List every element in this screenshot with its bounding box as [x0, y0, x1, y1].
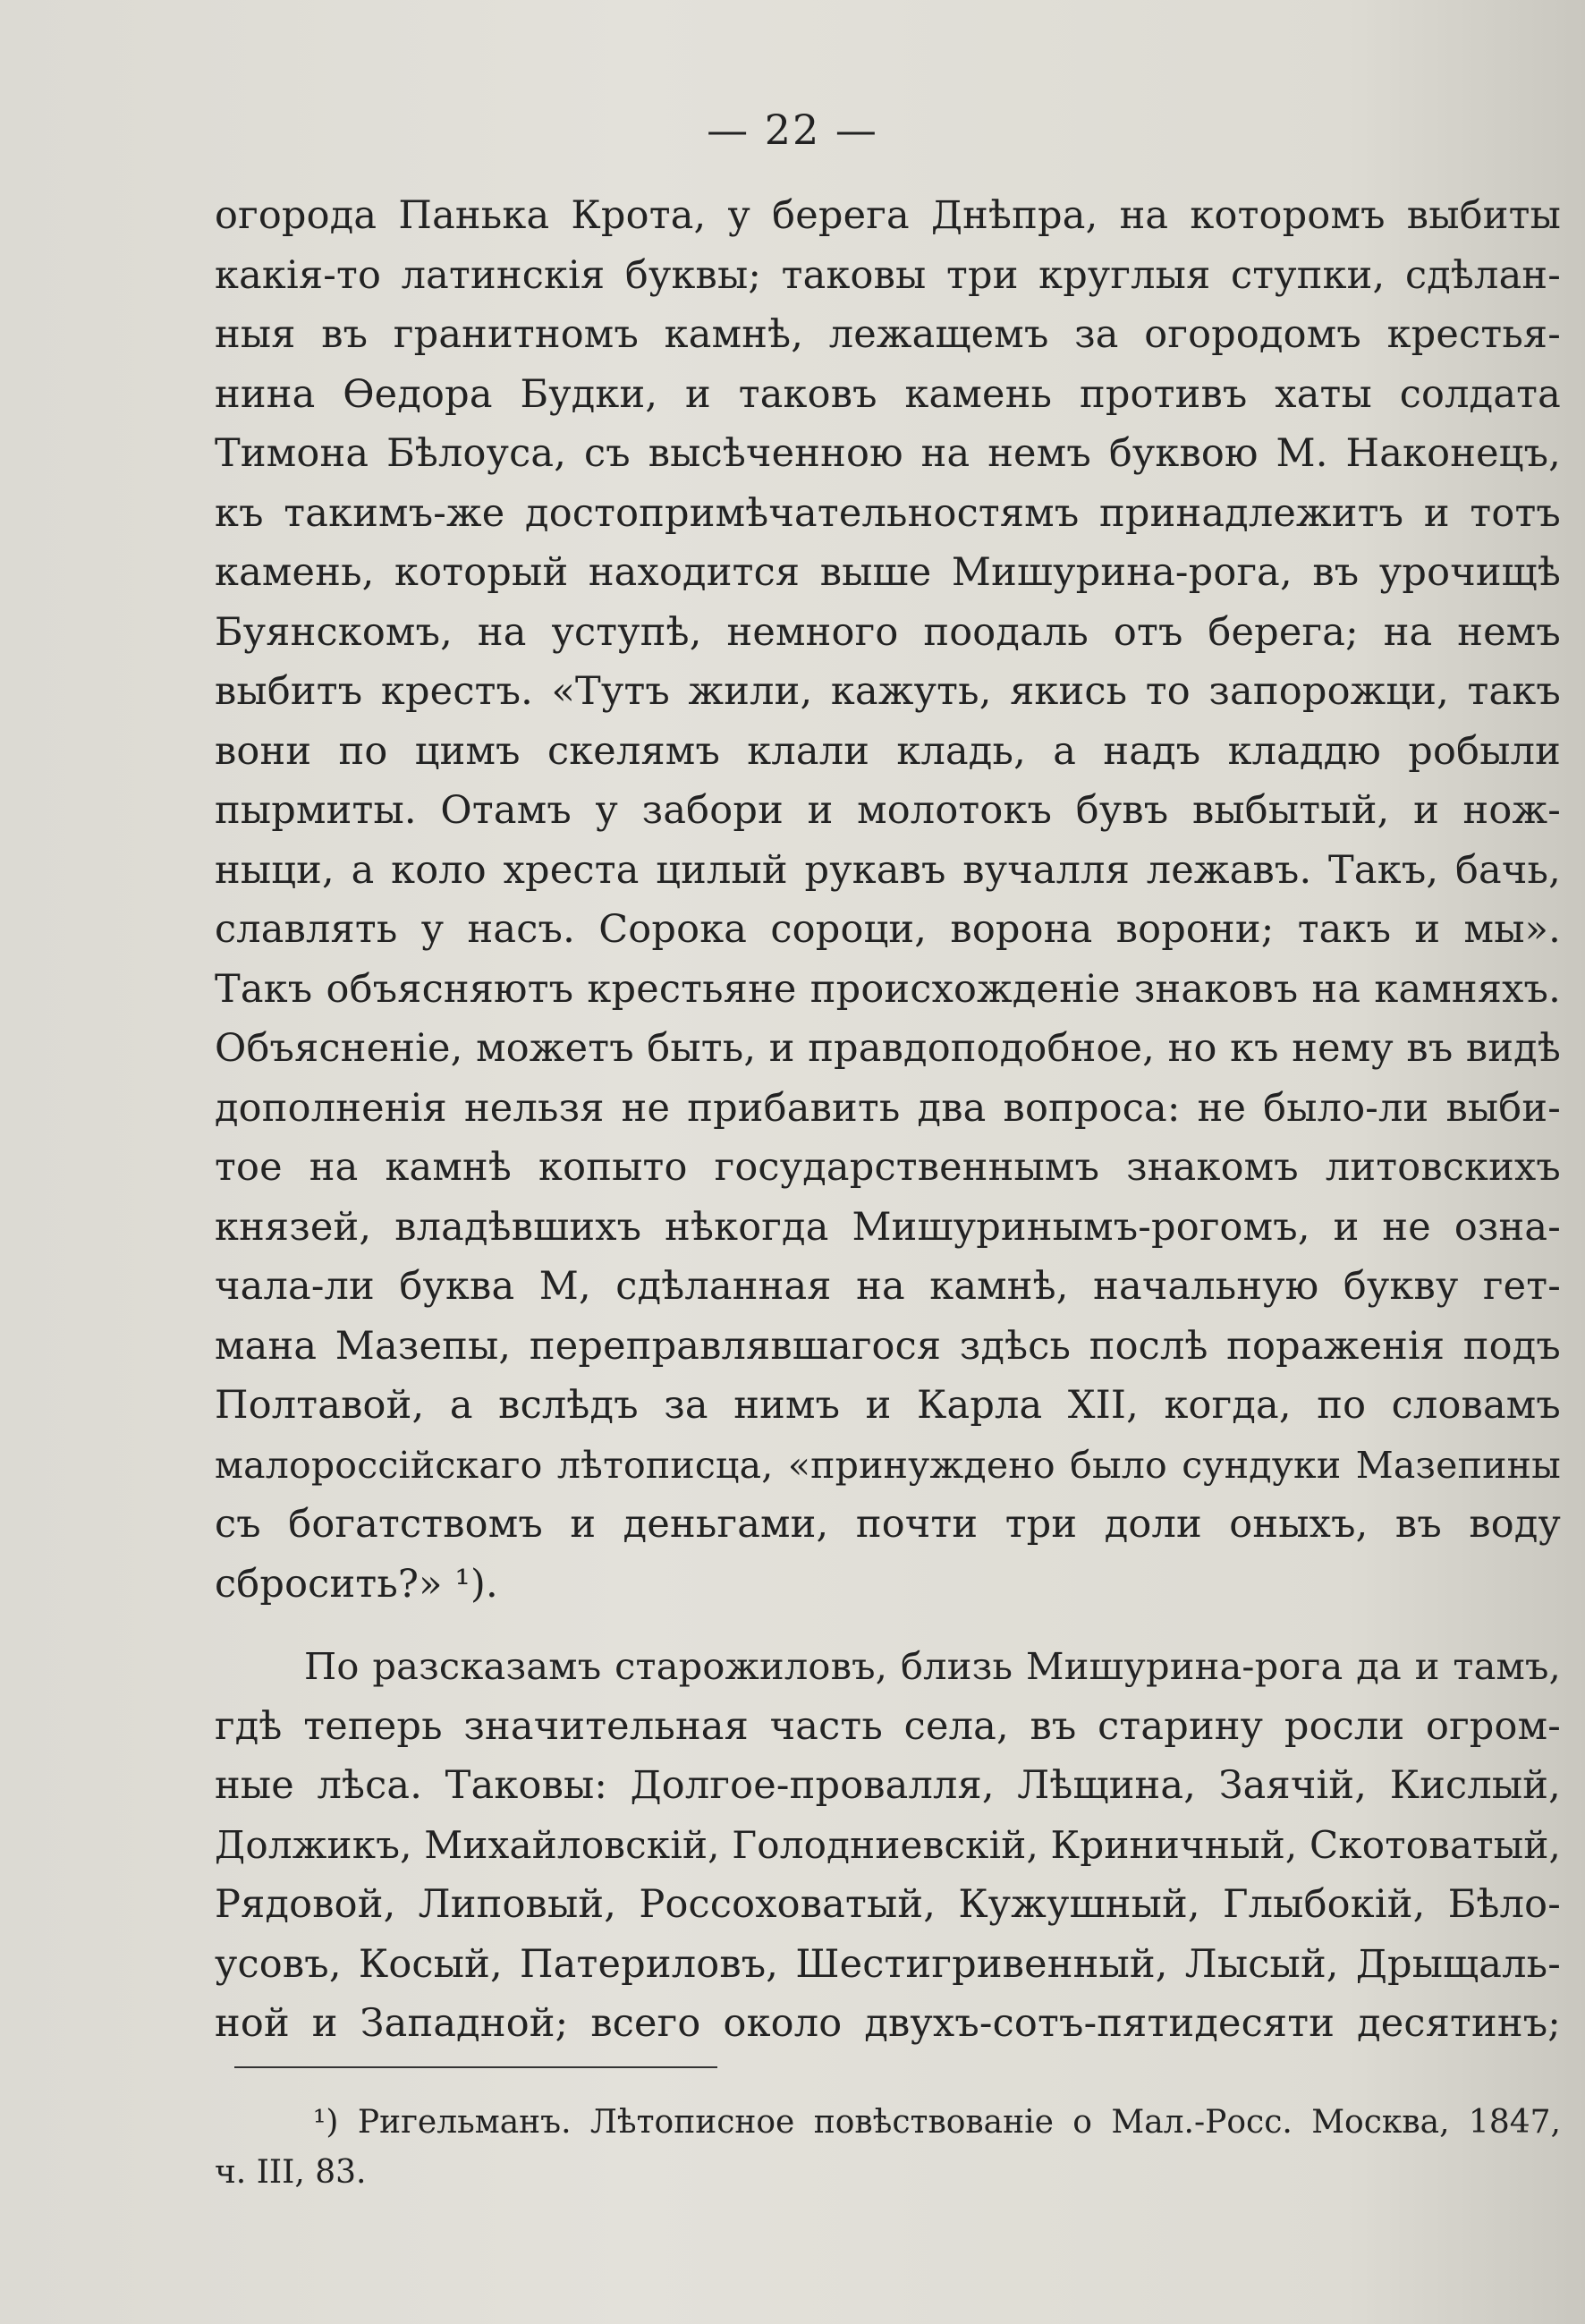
- text-line: Полтавой, а вслѣдъ за нимъ и Карла XII, когда, по словамъ: [215, 1383, 1561, 1428]
- text-line: тое на камнѣ копыто государственнымъ знакомъ литовскихъ: [215, 1145, 1561, 1190]
- text-line: князей, владѣвшихъ нѣкогда Мишуринымъ-рогомъ, и не озна-: [215, 1204, 1561, 1250]
- text-line: огорода Панька Крота, у берега Днѣпра, на которомъ выбиты: [215, 193, 1561, 238]
- text-line: Должикъ, Михайловскій, Голодниевскій, Криничный, Скотоватый,: [215, 1822, 1562, 1867]
- text-line: гдѣ теперь значительная часть села, въ старину росли огром-: [215, 1703, 1561, 1749]
- text-line: ной и Западной; всего около двухъ-сотъ-пятидесяти десятинъ;: [215, 2001, 1561, 2046]
- text-line: Рядовой, Липовый, Россоховатый, Кужушный, Глыбокій, Бѣло-: [215, 1882, 1561, 1927]
- text-line: вони по цимъ скелямъ клали кладь, а надъ кладдю робыли: [215, 728, 1561, 774]
- footnote-line: ¹) Ригельманъ. Лѣтописное повѣствованіе о Мал.-Росс. Москва, 1847,: [313, 2104, 1561, 2141]
- paragraph-2: [215, 1637, 1561, 2054]
- text-line: дополненія нельзя не прибавить два вопроса: не было-ли выби-: [215, 1085, 1561, 1131]
- text-line: съ богатствомъ и деньгами, почти три доли оныхъ, въ воду: [215, 1502, 1561, 1547]
- text-line: Тимона Бѣлоуса, съ высѣченною на немъ буквою М. Наконецъ,: [215, 431, 1561, 476]
- text-line: ные лѣса. Таковы: Долгое-провалля, Лѣщина, Заячій, Кислый,: [215, 1763, 1561, 1808]
- text-line: Такъ объясняютъ крестьяне происхожденіе знаковъ на камняхъ.: [215, 966, 1561, 1012]
- text-line: пырмиты. Отамъ у забори и молотокъ бувъ выбытый, и нож-: [215, 788, 1561, 833]
- text-line: выбитъ крестъ. «Тутъ жили, кажуть, якись то запорожци, такъ: [215, 669, 1561, 714]
- text-line: Буянскомъ, на уступѣ, немного поодаль отъ берега; на немъ: [215, 609, 1561, 655]
- text-line: Объясненіе, можетъ быть, и правдоподобное, но къ нему въ видѣ: [215, 1026, 1561, 1071]
- page-number: — 22 —: [707, 106, 878, 154]
- text-line: мана Мазепы, переправлявшагося здѣсь послѣ пораженія подъ: [215, 1323, 1561, 1369]
- text-line: славлять у насъ. Сорока сороци, ворона ворони; такъ и мы».: [215, 907, 1561, 952]
- paragraph-spacer: [215, 1614, 1561, 1637]
- text-line: чала-ли буква М, сдѣланная на камнѣ, начальную букву гет-: [215, 1264, 1561, 1309]
- footnote: [215, 2098, 1561, 2198]
- text-line: къ такимъ-же достопримѣчательностямъ принадлежитъ и тотъ: [215, 490, 1561, 536]
- paragraph-1: [215, 186, 1561, 1614]
- footnote-line: ч. III, 83.: [215, 2154, 367, 2191]
- text-line: сбросить?» ¹).: [215, 1561, 498, 1607]
- text-line: усовъ, Косый, Патериловъ, Шестигривенный, Лысый, Дрыщаль-: [215, 1941, 1561, 1987]
- body-text: [215, 186, 1561, 2054]
- text-line: ныя въ гранитномъ камнѣ, лежащемъ за огородомъ крестья-: [215, 312, 1561, 357]
- text-line: нина Ѳедора Будки, и таковъ камень противъ хаты солдата: [215, 371, 1561, 417]
- text-line: ныци, а коло хреста цилый рукавъ вучалля лежавъ. Такъ, бачь,: [215, 847, 1561, 893]
- text-line: камень, который находится выше Мишурина-рога, въ урочищѣ: [215, 550, 1561, 595]
- footnote-divider: [234, 2066, 717, 2068]
- text-line: малороссійскаго лѣтописца, «принуждено было сундуки Мазепины: [215, 1443, 1561, 1487]
- text-line: какія-то латинскія буквы; таковы три круглыя ступки, сдѣлан-: [215, 252, 1561, 298]
- text-line: По разсказамъ старожиловъ, близь Мишурина-рога да и тамъ,: [304, 1644, 1561, 1688]
